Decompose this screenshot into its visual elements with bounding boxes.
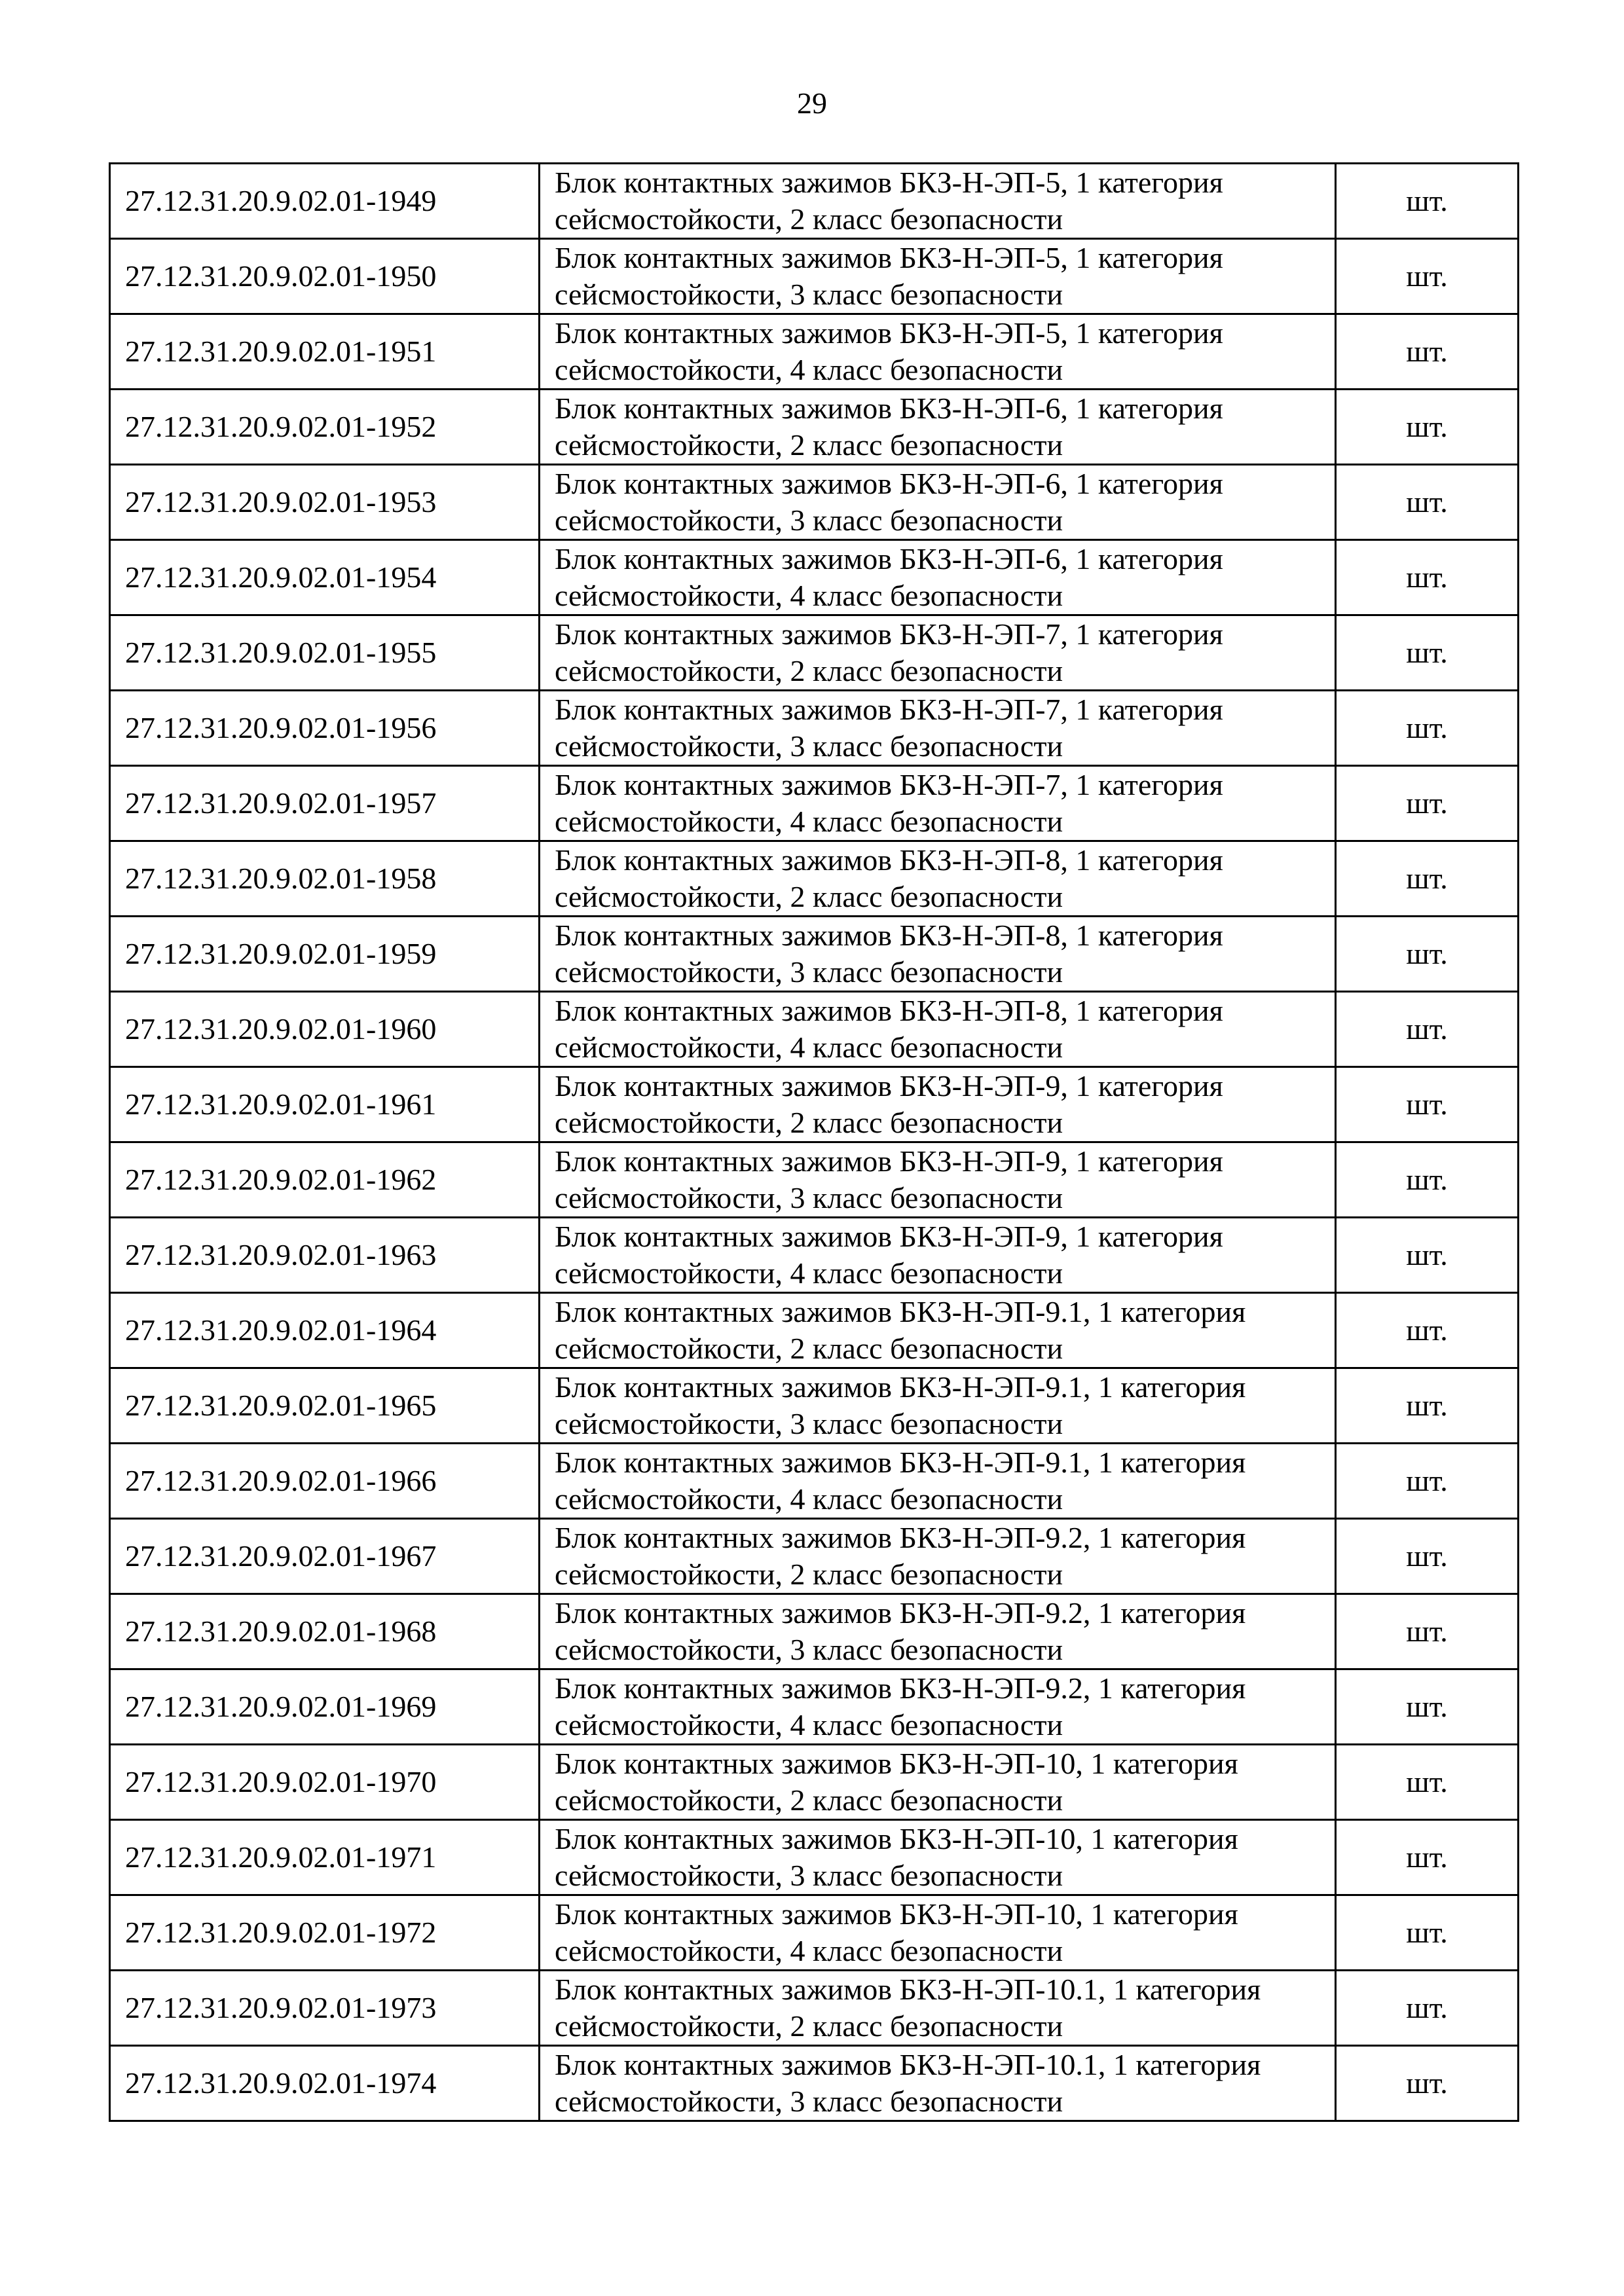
item-unit-cell: шт. [1336,1519,1519,1594]
item-code-cell: 27.12.31.20.9.02.01-1969 [110,1669,540,1745]
item-description-cell [540,540,1336,615]
item-code-cell: 27.12.31.20.9.02.01-1971 [110,1820,540,1895]
item-description-cell [540,1067,1336,1142]
item-code-cell: 27.12.31.20.9.02.01-1950 [110,239,540,314]
item-description-text: Блок контактных зажимов БКЗ-Н-ЭП-5, 1 категория сейсмостойкости, 4 класс безопасности [555,316,1223,386]
item-code-cell: 27.12.31.20.9.02.01-1949 [110,164,540,239]
item-description-text: Блок контактных зажимов БКЗ-Н-ЭП-7, 1 категория сейсмостойкости, 3 класс безопасности [555,693,1223,763]
item-description-cell [540,1368,1336,1444]
item-description-text: Блок контактных зажимов БКЗ-Н-ЭП-9, 1 категория сейсмостойкости, 3 класс безопасности [555,1144,1223,1214]
item-description-text: Блок контактных зажимов БКЗ-Н-ЭП-9.2, 1 категория сейсмостойкости, 2 класс безопасности [555,1521,1246,1591]
item-description-text: Блок контактных зажимов БКЗ-Н-ЭП-10.1, 1 категория сейсмостойкости, 2 класс безопасности [555,1973,1261,2043]
item-code-cell: 27.12.31.20.9.02.01-1952 [110,390,540,465]
item-code-cell: 27.12.31.20.9.02.01-1961 [110,1067,540,1142]
item-code-cell: 27.12.31.20.9.02.01-1953 [110,465,540,540]
item-unit-cell: шт. [1336,1067,1519,1142]
item-code-cell: 27.12.31.20.9.02.01-1964 [110,1293,540,1368]
item-unit-cell: шт. [1336,1669,1519,1745]
table-row [110,540,1519,615]
item-unit-cell: шт. [1336,1745,1519,1820]
item-code-cell: 27.12.31.20.9.02.01-1960 [110,992,540,1067]
item-description-cell [540,917,1336,992]
item-unit-cell: шт. [1336,1218,1519,1293]
table-row [110,164,1519,239]
item-unit-cell: шт. [1336,1971,1519,2046]
item-unit-cell: шт. [1336,691,1519,766]
item-code-cell: 27.12.31.20.9.02.01-1966 [110,1444,540,1519]
item-code-cell: 27.12.31.20.9.02.01-1963 [110,1218,540,1293]
item-description-text: Блок контактных зажимов БКЗ-Н-ЭП-9.2, 1 категория сейсмостойкости, 3 класс безопасности [555,1596,1246,1666]
item-unit-cell: шт. [1336,314,1519,390]
item-code-cell: 27.12.31.20.9.02.01-1959 [110,917,540,992]
item-description-cell [540,992,1336,1067]
item-code-cell: 27.12.31.20.9.02.01-1951 [110,314,540,390]
item-description-cell [540,1669,1336,1745]
item-unit-cell: шт. [1336,1368,1519,1444]
item-description-text: Блок контактных зажимов БКЗ-Н-ЭП-6, 1 категория сейсмостойкости, 4 класс безопасности [555,542,1223,612]
item-description-text: Блок контактных зажимов БКЗ-Н-ЭП-9, 1 категория сейсмостойкости, 2 класс безопасности [555,1069,1223,1139]
item-code-cell: 27.12.31.20.9.02.01-1962 [110,1142,540,1218]
table-row [110,1218,1519,1293]
item-description-cell [540,1594,1336,1669]
item-description-text: Блок контактных зажимов БКЗ-Н-ЭП-9, 1 категория сейсмостойкости, 4 класс безопасности [555,1220,1223,1290]
item-description-text: Блок контактных зажимов БКЗ-Н-ЭП-7, 1 категория сейсмостойкости, 4 класс безопасности [555,768,1223,838]
table-row [110,314,1519,390]
item-unit-cell: шт. [1336,841,1519,917]
item-description-cell [540,1820,1336,1895]
item-description-text: Блок контактных зажимов БКЗ-Н-ЭП-8, 1 категория сейсмостойкости, 3 класс безопасности [555,919,1223,989]
item-code-cell: 27.12.31.20.9.02.01-1958 [110,841,540,917]
item-description-text: Блок контактных зажимов БКЗ-Н-ЭП-10, 1 категория сейсмостойкости, 4 класс безопасности [555,1897,1238,1967]
item-code-cell: 27.12.31.20.9.02.01-1954 [110,540,540,615]
item-code-cell: 27.12.31.20.9.02.01-1972 [110,1895,540,1971]
item-code-cell: 27.12.31.20.9.02.01-1967 [110,1519,540,1594]
table-row [110,1444,1519,1519]
item-description-cell [540,1293,1336,1368]
item-description-text: Блок контактных зажимов БКЗ-Н-ЭП-5, 1 категория сейсмостойкости, 2 класс безопасности [555,166,1223,236]
items-table [109,162,1519,2122]
item-description-cell [540,691,1336,766]
item-description-text: Блок контактных зажимов БКЗ-Н-ЭП-9.1, 1 категория сейсмостойкости, 2 класс безопасности [555,1295,1246,1365]
item-description-text: Блок контактных зажимов БКЗ-Н-ЭП-6, 1 категория сейсмостойкости, 2 класс безопасности [555,392,1223,462]
table-row [110,1745,1519,1820]
item-description-cell [540,615,1336,691]
table-row [110,1594,1519,1669]
table-row [110,615,1519,691]
table-row [110,1142,1519,1218]
item-unit-cell: шт. [1336,766,1519,841]
table-row [110,390,1519,465]
table-row [110,239,1519,314]
table-row [110,917,1519,992]
item-unit-cell: шт. [1336,540,1519,615]
table-row [110,1293,1519,1368]
table-row [110,1971,1519,2046]
item-description-text: Блок контактных зажимов БКЗ-Н-ЭП-9.2, 1 категория сейсмостойкости, 4 класс безопасности [555,1671,1246,1741]
item-code-cell: 27.12.31.20.9.02.01-1968 [110,1594,540,1669]
item-description-cell [540,314,1336,390]
item-description-cell [540,2046,1336,2121]
item-description-text: Блок контактных зажимов БКЗ-Н-ЭП-6, 1 категория сейсмостойкости, 3 класс безопасности [555,467,1223,537]
item-unit-cell: шт. [1336,615,1519,691]
item-unit-cell: шт. [1336,390,1519,465]
item-unit-cell: шт. [1336,1293,1519,1368]
table-row [110,2046,1519,2121]
item-description-cell [540,766,1336,841]
table-row [110,1669,1519,1745]
item-unit-cell: шт. [1336,1820,1519,1895]
item-description-text: Блок контактных зажимов БКЗ-Н-ЭП-7, 1 категория сейсмостойкости, 2 класс безопасности [555,617,1223,687]
item-description-text: Блок контактных зажимов БКЗ-Н-ЭП-9.1, 1 категория сейсмостойкости, 4 класс безопасности [555,1446,1246,1516]
table-row [110,465,1519,540]
item-unit-cell: шт. [1336,992,1519,1067]
table-row [110,841,1519,917]
item-description-cell [540,239,1336,314]
item-unit-cell: шт. [1336,1444,1519,1519]
item-description-cell [540,164,1336,239]
item-unit-cell: шт. [1336,465,1519,540]
item-description-cell [540,1444,1336,1519]
table-row [110,992,1519,1067]
item-description-text: Блок контактных зажимов БКЗ-Н-ЭП-10.1, 1 категория сейсмостойкости, 3 класс безопасности [555,2048,1261,2118]
page-number: 29 [797,86,827,120]
item-code-cell: 27.12.31.20.9.02.01-1955 [110,615,540,691]
item-code-cell: 27.12.31.20.9.02.01-1970 [110,1745,540,1820]
item-code-cell: 27.12.31.20.9.02.01-1974 [110,2046,540,2121]
item-unit-cell: шт. [1336,239,1519,314]
item-description-cell [540,465,1336,540]
items-table-body [110,164,1519,2121]
item-description-text: Блок контактных зажимов БКЗ-Н-ЭП-8, 1 категория сейсмостойкости, 2 класс безопасности [555,843,1223,913]
item-description-cell [540,841,1336,917]
item-description-text: Блок контактных зажимов БКЗ-Н-ЭП-10, 1 категория сейсмостойкости, 3 класс безопасности [555,1822,1238,1892]
table-row [110,1519,1519,1594]
item-unit-cell: шт. [1336,2046,1519,2121]
item-description-cell [540,1218,1336,1293]
item-description-cell [540,1971,1336,2046]
table-row [110,691,1519,766]
item-unit-cell: шт. [1336,164,1519,239]
item-description-text: Блок контактных зажимов БКЗ-Н-ЭП-8, 1 категория сейсмостойкости, 4 класс безопасности [555,994,1223,1064]
item-description-cell [540,1142,1336,1218]
item-description-cell [540,1745,1336,1820]
item-unit-cell: шт. [1336,917,1519,992]
item-unit-cell: шт. [1336,1594,1519,1669]
table-row [110,766,1519,841]
item-description-cell [540,1519,1336,1594]
item-code-cell: 27.12.31.20.9.02.01-1973 [110,1971,540,2046]
item-code-cell: 27.12.31.20.9.02.01-1956 [110,691,540,766]
item-description-cell [540,1895,1336,1971]
item-unit-cell: шт. [1336,1142,1519,1218]
table-row [110,1820,1519,1895]
item-description-text: Блок контактных зажимов БКЗ-Н-ЭП-9.1, 1 категория сейсмостойкости, 3 класс безопасности [555,1370,1246,1440]
item-description-text: Блок контактных зажимов БКЗ-Н-ЭП-10, 1 категория сейсмостойкости, 2 класс безопасности [555,1747,1238,1817]
item-code-cell: 27.12.31.20.9.02.01-1957 [110,766,540,841]
table-row [110,1895,1519,1971]
item-description-text: Блок контактных зажимов БКЗ-Н-ЭП-5, 1 категория сейсмостойкости, 3 класс безопасности [555,241,1223,311]
item-description-cell [540,390,1336,465]
table-row [110,1067,1519,1142]
item-code-cell: 27.12.31.20.9.02.01-1965 [110,1368,540,1444]
item-unit-cell: шт. [1336,1895,1519,1971]
table-row [110,1368,1519,1444]
